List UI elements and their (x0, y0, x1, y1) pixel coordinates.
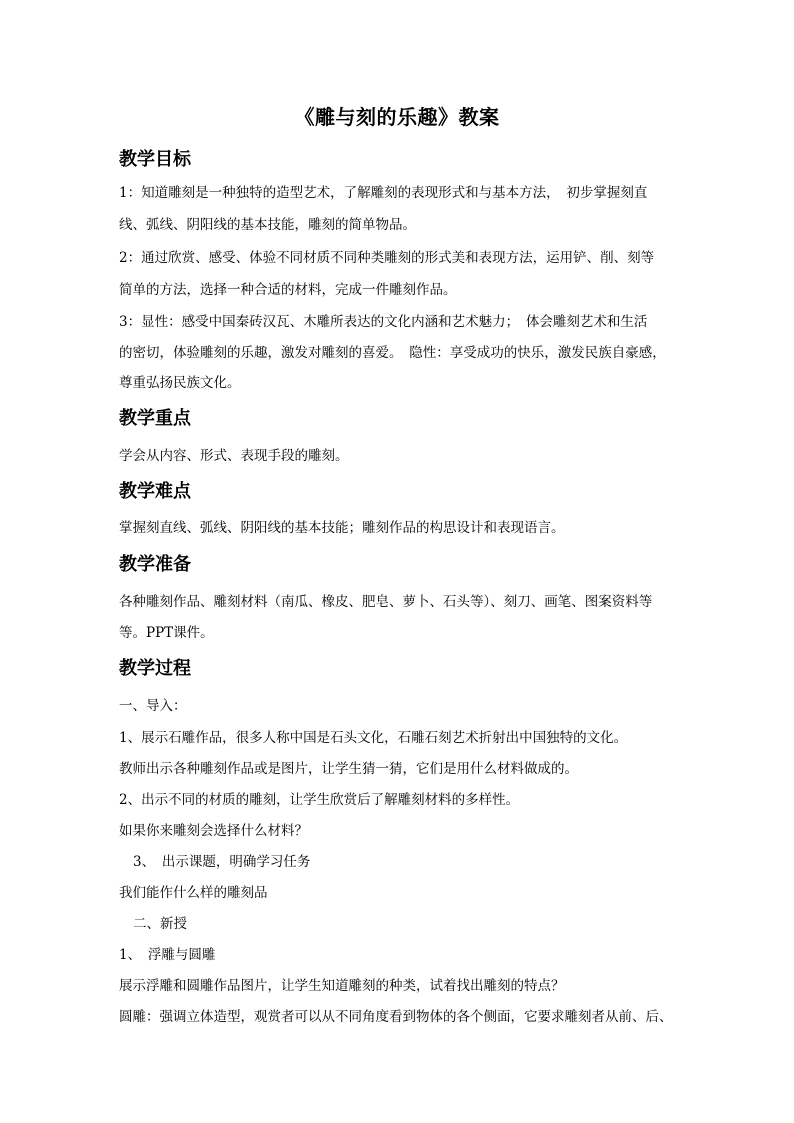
key-points-line: 学会从内容、形式、表现手段的雕刻。 (119, 448, 349, 464)
difficulties-line: 掌握刻直线、弧线、阴阳线的基本技能；雕刻作品的构思设计和表现语言。 (119, 520, 565, 536)
goals-line: 线、弧线、阴阳线的基本技能，雕刻的简单物品。 (119, 217, 416, 233)
process-line: 我们能作什么样的雕刻品 (119, 885, 268, 901)
document-title: 《雕与刻的乐趣》教案 (294, 105, 500, 129)
goals-line: 3：显性：感受中国秦砖汉瓦、木雕所表达的文化内涵和艺术魅力； 体会雕刻艺术和生活 (119, 314, 648, 330)
goals-line: 1：知道雕刻是一种独特的造型艺术，了解雕刻的表现形式和与基本方法， 初步掌握刻直 (119, 185, 648, 201)
preparation-line: 各种雕刻作品、雕刻材料（南瓜、橡皮、肥皂、萝卜、石头等）、刻刀、画笔、图案资料等 (119, 594, 653, 610)
process-line: 2、出示不同的材质的雕刻，让学生欣赏后了解雕刻材料的多样性。 (119, 792, 520, 808)
process-line: 一、导入： (119, 698, 187, 714)
goals-line: 尊重弘扬民族文化。 (119, 375, 241, 391)
process-line: 3、 出示课题，明确学习任务 (133, 854, 311, 870)
section-heading-key-points: 教学重点 (119, 408, 191, 429)
section-heading-difficulties: 教学难点 (119, 481, 191, 502)
section-heading-process: 教学过程 (119, 658, 191, 679)
process-line: 展示浮雕和圆雕作品图片，让学生知道雕刻的种类，试着找出雕刻的特点？ (119, 978, 565, 994)
process-line: 圆雕：强调立体造型，观赏者可以从不同角度看到物体的各个侧面，它要求雕刻者从前、后、 (119, 1009, 673, 1025)
process-line: 二、新授 (133, 916, 187, 932)
process-line: 1、 浮雕与圆雕 (119, 947, 216, 963)
section-heading-preparation: 教学准备 (119, 554, 191, 575)
goals-line: 简单的方法，选择一种合适的材料，完成一件雕刻作品。 (119, 282, 457, 298)
process-line: 教师出示各种雕刻作品或是图片，让学生猜一猜，它们是用什么材料做成的。 (119, 761, 578, 777)
process-line: 1、展示石雕作品，很多人称中国是石头文化，石雕石刻艺术折射出中国独特的文化。 (119, 730, 628, 746)
preparation-line: 等。PPT课件。 (119, 625, 214, 641)
section-heading-goals: 教学目标 (119, 149, 191, 170)
process-line: 如果你来雕刻会选择什么材料？ (119, 823, 308, 839)
goals-line: 2：通过欣赏、感受、体验不同材质不同种类雕刻的形式美和表现方法，运用铲、削、刻等 (119, 250, 655, 266)
goals-line: 的密切，体验雕刻的乐趣，激发对雕刻的喜爱。 隐性：享受成功的快乐，激发民族自豪感， (119, 345, 666, 361)
